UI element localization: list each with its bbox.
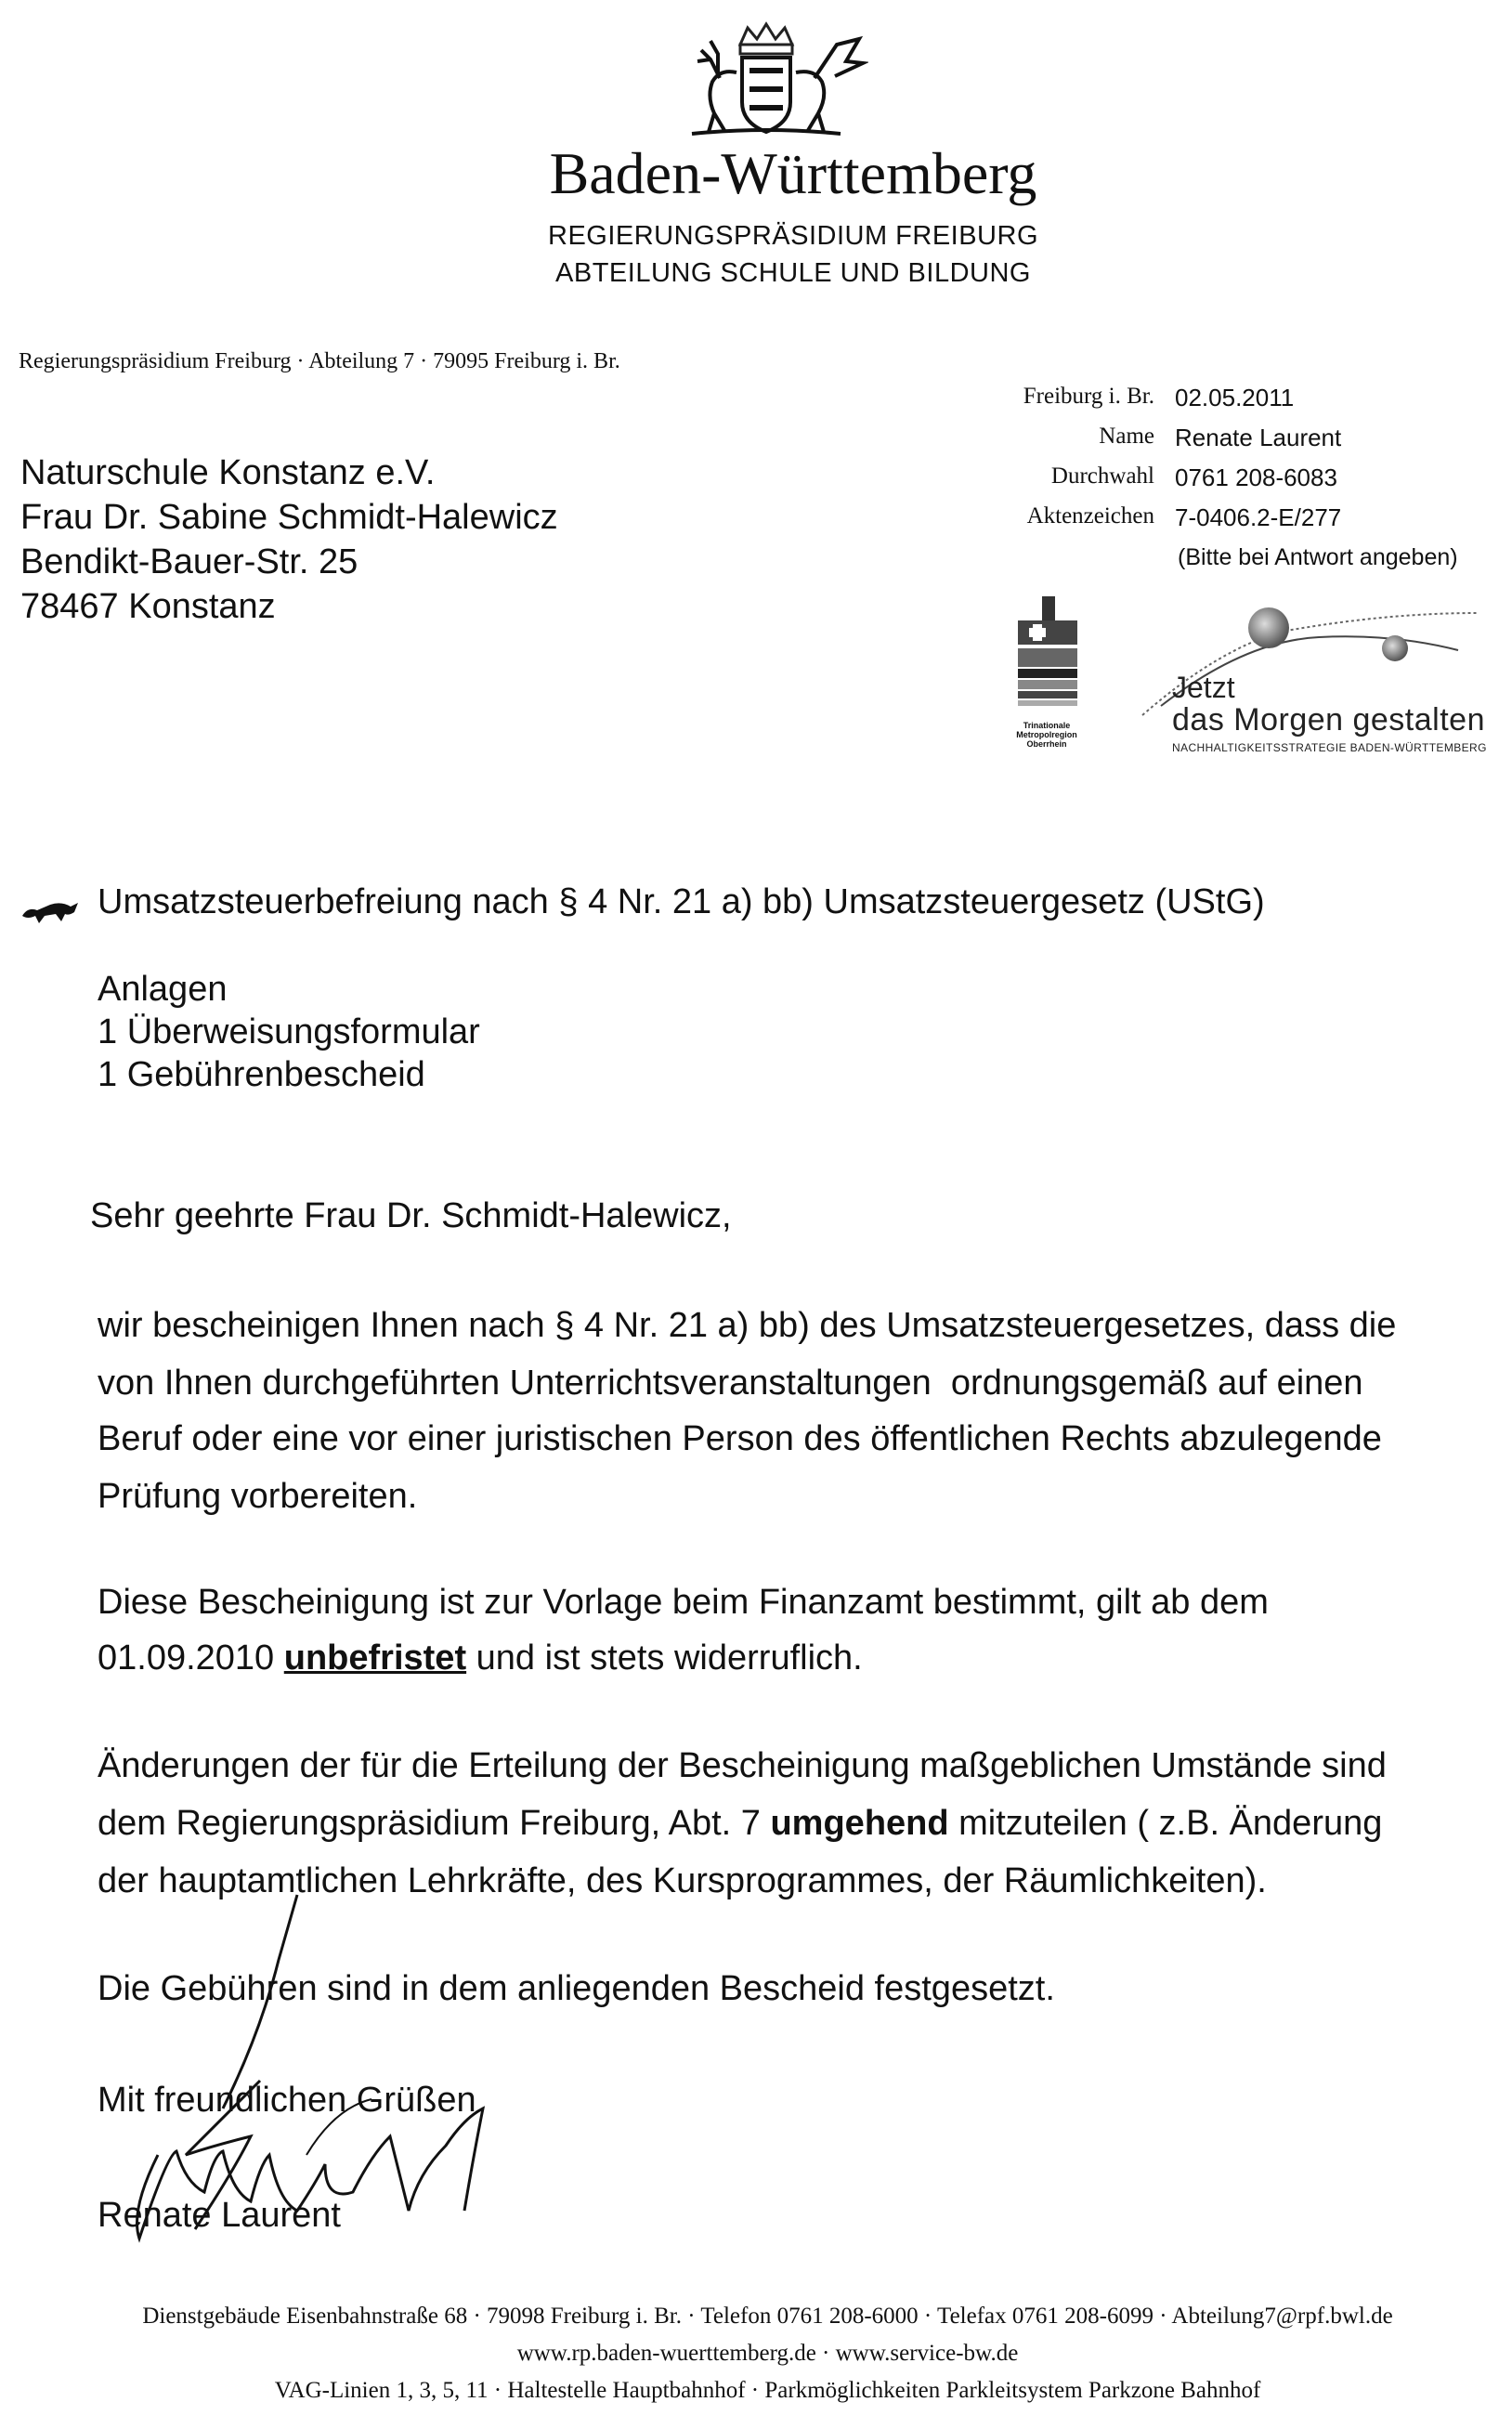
valid-from-text: 01.09.2010 <box>98 1638 284 1677</box>
enclosures-title: Anlagen <box>98 970 228 1009</box>
recipient-city: 78467 Konstanz <box>20 587 276 626</box>
coat-of-arms-icon <box>664 17 868 139</box>
contact-name: Renate Laurent <box>1175 424 1342 451</box>
trinational-line-1: Trinationale <box>1023 721 1071 730</box>
department-line-2: ABTEILUNG SCHULE UND BILDUNG <box>555 258 1031 288</box>
trinational-line-3: Oberrhein <box>1026 739 1067 749</box>
sender-return-address: Regierungspräsidium Freiburg · Abteilung 7 · 79095 Freiburg i. Br. <box>19 349 620 373</box>
paragraph-2-line-1: Diese Bescheinigung ist zur Vorlage beim Finanzamt bestimmt, gilt ab dem <box>98 1583 1269 1622</box>
letter-date: 02.05.2011 <box>1175 384 1295 411</box>
department-line-1: REGIERUNGSPRÄSIDIUM FREIBURG <box>548 221 1038 251</box>
handwritten-signature-icon <box>74 1876 520 2248</box>
salutation: Sehr geehrte Frau Dr. Schmidt-Halewicz, <box>90 1196 732 1235</box>
paragraph-2-line-2 <box>98 1637 863 1681</box>
signer-name: Renate Laurent <box>98 2196 341 2235</box>
state-name: Baden-Württemberg <box>549 140 1037 206</box>
slogan-line-3: NACHHALTIGKEITSSTRATEGIE BADEN-WÜRTTEMBERG <box>1172 741 1487 754</box>
paragraph-1-line-3: Beruf oder eine vor einer juristischen Person des öffentlichen Rechts abzulegende <box>98 1419 1382 1458</box>
notify-example-text: mitzuteilen ( z.B. Änderung <box>948 1804 1383 1843</box>
paragraph-1-line-1: wir bescheinigen Ihnen nach § 4 Nr. 21 a) bb) des Umsatzsteuergesetzes, dass die <box>98 1306 1397 1345</box>
closing: Mit freundlichen Grüßen <box>98 2081 476 2120</box>
trinational-region-text <box>996 721 1098 749</box>
lion-icon <box>19 895 82 927</box>
reference-label: Aktenzeichen <box>1026 503 1154 529</box>
phone-label: Durchwahl <box>1050 463 1154 489</box>
paragraph-3-line-2 <box>98 1802 1382 1847</box>
place-label: Freiburg i. Br. <box>1023 384 1154 409</box>
recipient-name: Frau Dr. Sabine Schmidt-Halewicz <box>20 498 558 537</box>
subject-line: Umsatzsteuerbefreiung nach § 4 Nr. 21 a) bb) Umsatzsteuergesetz (UStG) <box>98 882 1265 921</box>
slogan-line-1: Jetzt <box>1172 671 1235 704</box>
paragraph-1-line-2: von Ihnen durchgeführten Unterrichtsveranstaltungen ordnungsgemäß auf einen <box>98 1364 1363 1403</box>
reference-number: 7-0406.2-E/277 <box>1175 503 1342 531</box>
enclosure-item: 1 Gebührenbescheid <box>98 1055 425 1094</box>
notify-authority-text: dem Regierungspräsidium Freiburg, Abt. 7 <box>98 1804 771 1843</box>
enclosure-item: 1 Überweisungsformular <box>98 1012 480 1051</box>
name-label: Name <box>1099 424 1154 449</box>
immediately-emphasis: umgehend <box>770 1804 949 1843</box>
paragraph-3-line-3: der hauptamtlichen Lehrkräfte, des Kursprogrammes, der Räumlichkeiten). <box>98 1861 1267 1900</box>
footer-websites: www.rp.baden-wuerttemberg.de · www.service-bw.de <box>516 2341 1019 2366</box>
paragraph-3-line-1: Änderungen der für die Erteilung der Bescheinigung maßgeblichen Umstände sind <box>98 1746 1387 1785</box>
unlimited-emphasis: unbefristet <box>283 1638 467 1677</box>
paragraph-4-line-1: Die Gebühren sind in dem anliegenden Bescheid festgesetzt. <box>98 1969 1055 2008</box>
recipient-organization: Naturschule Konstanz e.V. <box>20 453 436 492</box>
reference-note: (Bitte bei Antwort angeben) <box>1178 544 1458 570</box>
contact-phone: 0761 208-6083 <box>1175 463 1337 491</box>
revocable-text: und ist stets widerruflich. <box>466 1638 863 1677</box>
footer-address: Dienstgebäude Eisenbahnstraße 68 · 79098 Freiburg i. Br. · Telefon 0761 208-6000 · Telefax 0761 208-6099 · Abteilung7@rpf.bwl.de <box>142 2304 1393 2329</box>
footer-transport: VAG-Linien 1, 3, 5, 11 · Haltestelle Hauptbahnhof · Parkmöglichkeiten Parkleitsystem Parkzone Bahnhof <box>274 2378 1261 2403</box>
slogan-line-2: das Morgen gestalten <box>1172 702 1485 738</box>
recipient-street: Bendikt-Bauer-Str. 25 <box>20 542 358 581</box>
paragraph-1-line-4: Prüfung vorbereiten. <box>98 1477 418 1516</box>
trinational-line-2: Metropolregion <box>1016 730 1077 739</box>
